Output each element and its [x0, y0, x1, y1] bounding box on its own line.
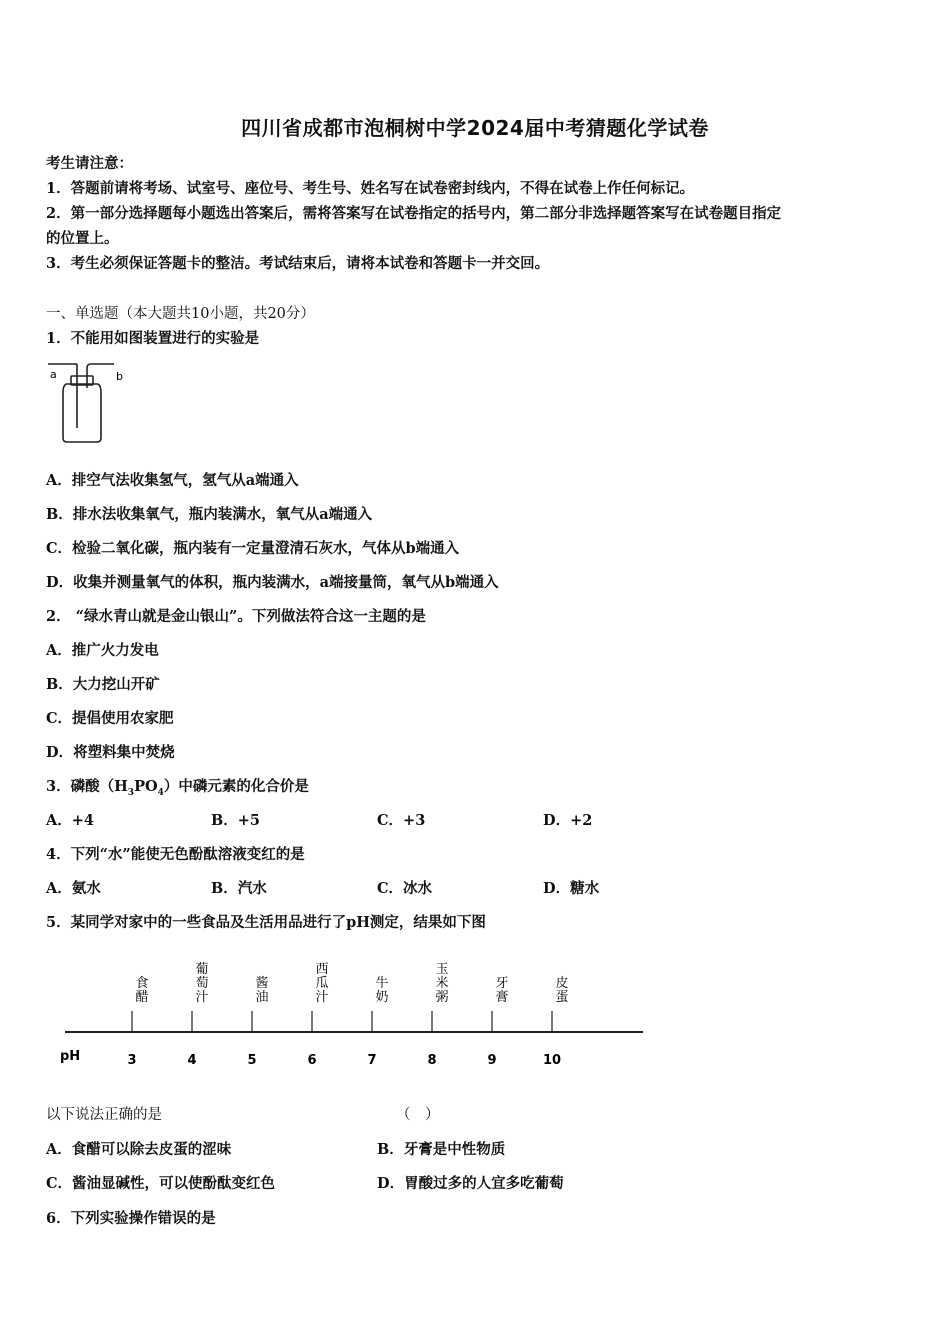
q3-option-c: C．+3	[377, 812, 426, 829]
q6-stem: 6．下列实验操作错误的是	[46, 1210, 216, 1227]
port-b-label: b	[116, 370, 123, 383]
q2-option-a: A．推广火力发电	[46, 642, 159, 659]
port-a-label: a	[50, 368, 57, 381]
q2-stem: 2． “绿水青山就是金山银山”。下列做法符合这一主题的是	[46, 608, 426, 625]
ph-axis-label: pH	[60, 1049, 81, 1064]
ph-tick-label: 4	[187, 1053, 197, 1068]
ph-tick-label: 3	[127, 1053, 137, 1068]
ph-item-label: 玉米粥	[435, 962, 449, 1005]
q4-option-b: B．汽水	[211, 880, 267, 897]
ph-tick-label: 8	[427, 1053, 437, 1068]
q3-option-d: D．+2	[543, 812, 593, 829]
ph-item-label: 食醋	[135, 976, 149, 1005]
q5-option-b: B．牙膏是中性物质	[377, 1141, 506, 1158]
notice-heading: 考生请注意：	[46, 155, 133, 172]
q2-option-d: D．将塑料集中焚烧	[46, 744, 175, 761]
page-title: 四川省成都市泡桐树中学2024届中考猜题化学试卷	[241, 116, 709, 140]
gas-bottle-apparatus	[46, 358, 136, 444]
q4-option-c: C．冰水	[377, 880, 433, 897]
q5-option-c: C．酱油显碱性，可以使酚酞变红色	[46, 1175, 276, 1192]
ph-tick-label: 10	[542, 1053, 562, 1068]
q5-option-a: A．食醋可以除去皮蛋的涩味	[46, 1141, 232, 1158]
notice-item: 3．考生必须保证答题卡的整洁。考试结束后，请将本试卷和答题卡一并交回。	[46, 255, 550, 272]
notice-item: 的位置上。	[46, 230, 119, 247]
ph-tick-label: 5	[247, 1053, 257, 1068]
q3-option-a: A．+4	[46, 812, 94, 829]
q5-answer-bracket: （ ）	[396, 1107, 440, 1123]
ph-item-label: 西瓜汁	[315, 962, 329, 1005]
notice-item: 1．答题前请将考场、试室号、座位号、考生号、姓名写在试卷密封线内，不得在试卷上作任何标记。	[46, 180, 695, 197]
ph-item-label: 酱油	[255, 976, 269, 1005]
q4-option-d: D．糖水	[543, 880, 600, 897]
q3-stem: 3．磷酸$(H_3PO_4)$中磷元素的化合价是	[46, 778, 309, 798]
q1-option-b: B．排水法收集氧气，瓶内装满水，氧气从a端通入	[46, 506, 373, 523]
ph-item-label: 牛奶	[375, 976, 389, 1005]
ph-tick-label: 9	[487, 1053, 497, 1068]
ph-item-label: 葡萄汁	[195, 962, 209, 1005]
ph-tick-label: 7	[367, 1053, 377, 1068]
q1-option-c: C．检验二氧化碳，瓶内装有一定量澄清石灰水，气体从b端通入	[46, 540, 460, 557]
q5-stem: 5．某同学对家中的一些食品及生活用品进行了pH测定，结果如下图	[46, 914, 486, 931]
q3-option-b: B．+5	[211, 812, 260, 829]
ph-item-label: 皮蛋	[555, 976, 569, 1005]
q4-option-a: A．氨水	[46, 880, 101, 897]
q1-stem: 1．不能用如图装置进行的实验是	[46, 330, 260, 347]
ph-scale-chart	[40, 945, 660, 1080]
notice-item: 2．第一部分选择题每小题选出答案后，需将答案写在试卷指定的括号内，第二部分非选择题答案写在试卷题目指定	[46, 205, 782, 222]
section-heading: 一、单选题（本大题共10小题，共20分）	[46, 306, 315, 322]
q4-stem: 4．下列“水”能使无色酚酞溶液变红的是	[46, 846, 305, 863]
q1-option-a: A．排空气法收集氢气，氢气从a端通入	[46, 472, 299, 489]
q5-option-d: D．胃酸过多的人宜多吃葡萄	[377, 1175, 564, 1192]
q2-option-b: B．大力挖山开矿	[46, 676, 160, 693]
ph-item-label: 牙膏	[495, 976, 509, 1005]
q2-option-c: C．提倡使用农家肥	[46, 710, 174, 727]
q5-prompt: 以下说法正确的是	[46, 1107, 162, 1123]
q1-option-d: D．收集并测量氧气的体积，瓶内装满水，a端接量筒，氧气从b端通入	[46, 574, 499, 591]
ph-tick-label: 6	[307, 1053, 317, 1068]
